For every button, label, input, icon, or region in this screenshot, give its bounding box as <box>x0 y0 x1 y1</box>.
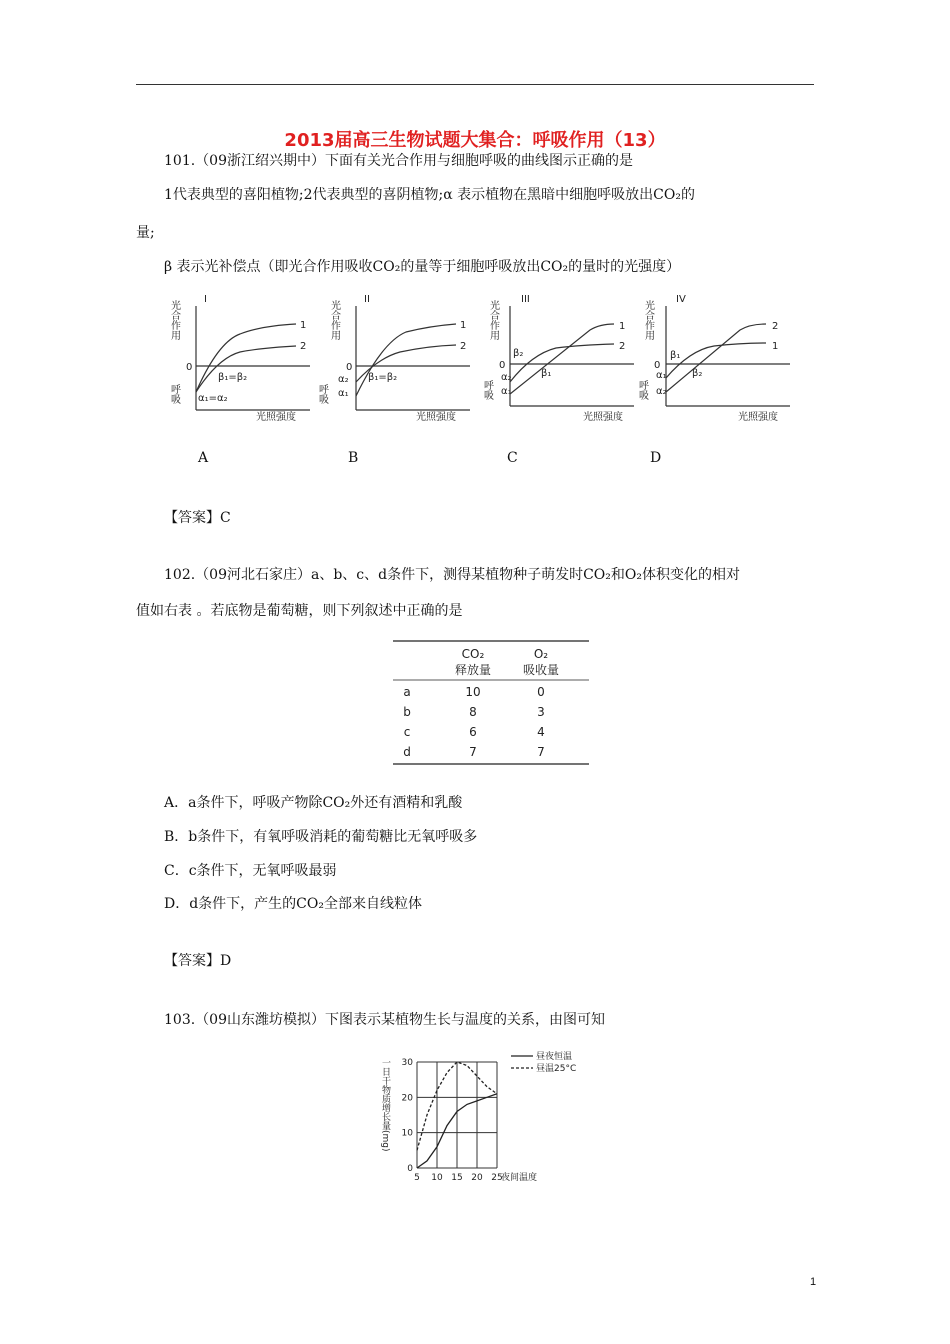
y-label-top: 光合作用 <box>328 300 340 340</box>
table-cell: 7 <box>537 745 545 759</box>
y-tick-label: 0 <box>407 1164 413 1174</box>
graph-IV <box>637 294 779 423</box>
q102-table <box>393 640 589 766</box>
q102-option-D: D．d条件下，产生的CO₂全部来自线粒体 <box>164 896 422 912</box>
header-co2: CO₂ <box>461 647 485 661</box>
q103-stem: 103.（09山东潍坊模拟）下图表示某植物生长与温度的关系，由图可知 <box>164 1012 605 1028</box>
y-label-top: 光合作用 <box>168 300 180 340</box>
y-label-top: 光合作用 <box>487 300 499 340</box>
page-number: 1 <box>810 1276 817 1288</box>
y-label-bottom: 呼吸 <box>316 384 328 404</box>
curve-label-1: 1 <box>772 341 779 352</box>
q102-option-C: C．c条件下，无氧呼吸最弱 <box>164 863 337 879</box>
beta-note: β₁=β₂ <box>218 372 248 383</box>
y-tick-label: 20 <box>401 1093 413 1104</box>
table-cell: 3 <box>537 705 545 719</box>
table-cell: 8 <box>469 705 477 719</box>
beta-note: β₁=β₂ <box>368 372 398 383</box>
table-cell: 0 <box>537 685 545 699</box>
beta-label-2: β₁ <box>541 368 552 379</box>
curve-1 <box>356 324 456 396</box>
header-co2-sub: 释放量 <box>454 663 492 677</box>
y-label-bottom: 呼吸 <box>636 380 648 400</box>
roman-label: II <box>364 294 370 305</box>
graph-II <box>317 294 467 423</box>
y-label-top: 光合作用 <box>642 300 654 340</box>
table-cell: d <box>403 745 411 759</box>
curve-label-2: 2 <box>460 341 467 352</box>
beta-label-2: β₂ <box>692 368 703 379</box>
curve-2 <box>510 344 614 382</box>
alpha-label-2: α₁ <box>338 388 349 399</box>
curve-label-2: 2 <box>619 341 626 352</box>
curve-label-2: 2 <box>772 321 779 332</box>
option-B: B <box>348 450 359 466</box>
q101-desc1b: 量; <box>136 225 155 241</box>
y-axis-label: 一日干物质增长量(mg) <box>380 1058 390 1152</box>
header-o2-sub: 吸收量 <box>522 663 560 677</box>
header-rule <box>136 84 814 85</box>
q101-answer: 【答案】C <box>164 510 231 526</box>
q101-stem: 101.（09浙江绍兴期中）下面有关光合作用与细胞呼吸的曲线图示正确的是 <box>164 153 633 169</box>
beta-label-1: β₂ <box>513 348 524 359</box>
graph-I <box>169 294 307 423</box>
curve-label-2: 2 <box>300 341 307 352</box>
x-label: 光照强度 <box>416 412 456 423</box>
alpha-label-2: α₁ <box>501 386 512 397</box>
table-cell: 7 <box>469 745 477 759</box>
zero-label: 0 <box>654 360 661 371</box>
curve-2 <box>666 324 766 392</box>
header-o2: O₂ <box>533 647 549 661</box>
option-D: D <box>650 450 662 466</box>
legend-label-2: 昼温25°C <box>536 1064 577 1074</box>
table-cell: 10 <box>465 685 481 699</box>
alpha-label-1: α₂ <box>338 374 349 385</box>
x-label: 光照强度 <box>738 412 778 423</box>
zero-label: 0 <box>186 362 193 373</box>
table-cell: a <box>403 685 411 699</box>
roman-label: I <box>204 294 207 305</box>
q102-stem2: 值如右表 。若底物是葡萄糖，则下列叙述中正确的是 <box>136 603 463 619</box>
zero-label: 0 <box>499 360 506 371</box>
y-tick-label: 10 <box>401 1128 413 1139</box>
table-cell: b <box>403 705 411 719</box>
x-axis-label: 夜间温度 <box>501 1173 538 1183</box>
option-A: A <box>198 450 209 466</box>
q102-option-A: A．a条件下，呼吸产物除CO₂外还有酒精和乳酸 <box>164 795 463 811</box>
legend-label-1: 昼夜恒温 <box>536 1052 573 1062</box>
roman-label: III <box>521 294 530 305</box>
x-tick-label: 5 <box>414 1173 420 1183</box>
curve-label-1: 1 <box>619 321 626 332</box>
q103-chart <box>375 1048 615 1188</box>
roman-label: IV <box>676 294 686 305</box>
option-C: C <box>507 450 518 466</box>
q102-option-B: B．b条件下，有氧呼吸消耗的葡萄糖比无氧呼吸多 <box>164 829 478 845</box>
q101-desc1: 1代表典型的喜阳植物;2代表典型的喜阴植物;α 表示植物在黑暗中细胞呼吸放出CO₂的 <box>164 187 695 203</box>
y-tick-label: 30 <box>401 1058 413 1068</box>
q102-answer: 【答案】D <box>164 953 232 969</box>
x-tick-label: 25 <box>491 1173 503 1183</box>
curve-1 <box>666 343 766 378</box>
q102-stem1: 102.（09河北石家庄）a、b、c、d条件下，测得某植物种子萌发时CO₂和O₂体积变化的相对 <box>164 567 740 583</box>
table-cell: c <box>403 725 411 739</box>
curve-label-1: 1 <box>460 320 467 331</box>
q101-graphs <box>160 288 810 433</box>
x-label: 光照强度 <box>583 412 623 423</box>
q101-desc2: β 表示光补偿点（即光合作用吸收CO₂的量等于细胞呼吸放出CO₂的量时的光强度） <box>164 259 681 275</box>
alpha-label-1: α₂ <box>501 372 512 383</box>
curve-1 <box>510 324 614 394</box>
zero-label: 0 <box>346 362 353 373</box>
alpha-note: α₁=α₂ <box>198 393 228 404</box>
x-tick-label: 10 <box>431 1173 443 1183</box>
x-tick-label: 15 <box>451 1173 463 1183</box>
table-cell: 6 <box>469 725 477 739</box>
y-label-bottom: 呼吸 <box>481 380 493 400</box>
table-cell: 4 <box>537 725 545 739</box>
page-title: 2013届高三生物试题大集合：呼吸作用（13） <box>284 130 666 151</box>
x-label: 光照强度 <box>256 412 296 423</box>
beta-label-1: β₁ <box>670 350 681 361</box>
alpha-label-1: α₁ <box>656 370 667 381</box>
alpha-label-2: α₂ <box>656 386 667 397</box>
y-label-bottom: 呼吸 <box>168 384 180 404</box>
curve-2 <box>196 346 296 392</box>
curve-label-1: 1 <box>300 320 307 331</box>
x-tick-label: 20 <box>471 1173 483 1183</box>
